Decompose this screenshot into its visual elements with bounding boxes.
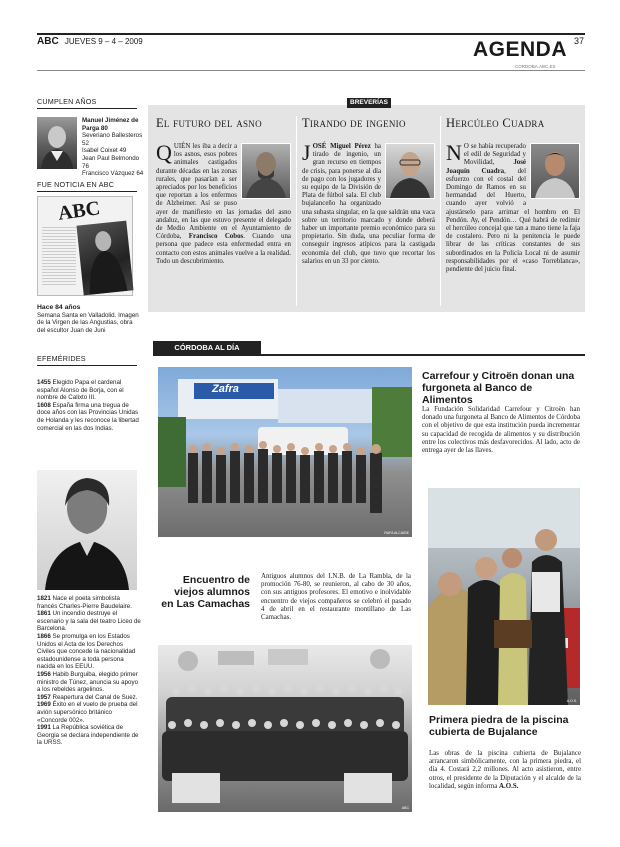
ephemeris-year: 1969 — [37, 701, 51, 709]
brief-name: OSÉ Miguel Pérez — [312, 143, 371, 150]
breverias-separator — [296, 116, 297, 306]
story-source: A.O.S. — [499, 782, 519, 790]
ephemeris-item — [37, 633, 141, 671]
brief-text: UIÉN les iba a decir a los asnos, esos pobres animales castigados durante décadas en las zonas rurales, que pasarían a ser apreciados por los beneficios que reportan a los enfermos de Alzheimer. Así se puso ayer de manifiesto en las jornadas del asno andaluz, en las que estuvo presente el delegado de Medio Ambiente en el Ayuntamiento de Córdoba, — [156, 143, 291, 241]
ephemeris-year: 1455 — [37, 379, 51, 386]
ephemerides-list-b — [37, 595, 141, 747]
ephemeris-text: España firma una tregua de doce años con las Provincias Unidas de Holanda y les reconoce la libertad comercial en las dos Indias. — [37, 401, 139, 432]
portrait-icon — [37, 470, 137, 590]
birthday-name: Manuel Jiménez de Parga 80 — [82, 117, 139, 132]
section-title: AGENDA — [473, 38, 568, 61]
news-age: Hace 84 años — [37, 304, 81, 311]
dropcap: N — [446, 140, 462, 165]
ephemeris-year: 1991 — [37, 724, 51, 732]
vintage-abc-cover — [37, 196, 133, 296]
ceremony-photo-icon — [428, 488, 580, 705]
brief-title: El futuro del asno — [156, 116, 262, 130]
bujalance-headline: Primera piedra de la piscina cubierta de Bujalance — [429, 714, 569, 738]
ephemeris-year: 1608 — [37, 401, 51, 409]
alumni-group-photo — [158, 645, 412, 812]
carrefour-headline: Carrefour y Citroën donan una furgoneta al Banco de Alimentos — [422, 370, 575, 406]
bujalance-photo — [428, 488, 580, 705]
breverias-item — [156, 116, 291, 266]
ephemeris-year: 1957 — [37, 693, 51, 701]
ephemerides-heading: EFEMÉRIDES — [37, 354, 86, 363]
dropcap: J — [302, 140, 311, 165]
ephemeris-item — [37, 671, 141, 694]
cordoba-rule — [153, 354, 585, 356]
ephemeris-item — [37, 610, 141, 633]
ephemeris-year: 1956 — [37, 670, 51, 678]
ephemeris-text: Habib Burguiba, elegido primer ministro de Túnez, anuncia su apoyo a los rebeldes argelinos. — [37, 670, 139, 694]
alumni-body: Antiguos alumnos del I.N.B. de La Rambla, de la promoción 76-80, se reunieron, al cabo de 30 años, con sus antiguos profesores. El emotivo e inolvidable encuentro de viejos compañeros se celebró el pasado 4 de abril en el restaurante montillano de Las Camachas. — [261, 573, 411, 622]
group-photo-icon — [158, 645, 412, 812]
ephemeris-text: Elegido Papa el cardenal español Alonso de Borja, con el nombre de Calixto III. — [37, 379, 124, 402]
brief-photo — [530, 143, 580, 199]
brief-photo — [385, 143, 435, 199]
ephemeris-item — [37, 595, 141, 610]
breverias-separator — [440, 116, 441, 306]
person-silhouette-icon — [37, 117, 77, 169]
news-caption — [37, 304, 141, 334]
birthday-name: Jean Paul Belmondo 76 — [82, 154, 140, 170]
ephemeris-text: Reapertura del Canal de Suez. — [52, 693, 138, 701]
ephemeris-item — [37, 694, 141, 702]
header-bottom-rule — [37, 70, 585, 71]
store-sign: Zafra — [212, 383, 239, 395]
photo-credit: RAFA ALCAIDE — [384, 531, 409, 535]
ephemeris-item — [37, 724, 141, 747]
header-top-rule — [37, 33, 585, 35]
brief-name: José Joaquín Cuadra — [446, 159, 526, 175]
ephemeris-item — [37, 379, 141, 402]
brief-title: Tirando de ingenio — [302, 116, 406, 130]
ephemerides-list-a — [37, 379, 141, 432]
breverias-item — [446, 116, 580, 274]
ephemeris-text: La República soviética de Georgia se declara independiente de la URSS. — [37, 724, 139, 747]
ephemeris-year: 1866 — [37, 632, 51, 640]
carrefour-photo — [158, 367, 412, 537]
birthdays-heading: CUMPLEN AÑOS — [37, 97, 97, 106]
section-logo: ABC — [37, 36, 59, 47]
news-heading: FUE NOTICIA EN ABC — [37, 180, 115, 189]
ephemeris-text: Un incendio destruye el escenario y la sala del teatro Liceo de Barcelona. — [37, 610, 141, 633]
group-photo-icon — [158, 367, 412, 537]
issue-date: JUEVES 9 – 4 – 2009 — [64, 37, 143, 46]
header-dateline — [37, 36, 143, 47]
photo-credit: A.O.S. — [566, 699, 577, 703]
person-photo-icon — [386, 144, 434, 198]
ephemeris-item — [37, 402, 141, 432]
photo-credit: ABC — [401, 806, 409, 810]
brief-title: Hercúleo Cuadra — [446, 116, 545, 130]
figure-icon — [76, 221, 133, 296]
bujalance-body — [429, 750, 581, 791]
brief-body — [302, 140, 435, 266]
birthday-name: Francisco Vázquez 64 — [82, 170, 144, 178]
ephemeris-year: 1861 — [37, 610, 51, 618]
baudelaire-portrait — [37, 470, 137, 590]
birthday-list — [82, 117, 144, 178]
person-photo-icon — [531, 144, 579, 198]
virgin-image-photo — [76, 221, 133, 296]
abc-cover-logo: ABC — [56, 197, 102, 225]
brief-photo — [241, 143, 291, 199]
brief-text: ha tirado de ingenio, un gran recurso en tiempos de crisis, para ponerse al día de pago con los jugadores y su equipo de la División de Plata de fútbol sala. El club bujalanceño ha organizado una subasta singular, en la que saldrán una vaca sobre un territorio marcado y donde deberá haber un importante premio económico para su propietario. Sin duda, una peculiar forma de conseguir ingresos atípicos para la castigada economía del club, que tuvo que recortar los salarios en un 33 por ciento. — [302, 143, 435, 265]
birthday-name: Isabel Coixet 49 — [82, 147, 127, 155]
dropcap: Q — [156, 140, 172, 165]
story-text: Las obras de la piscina cubierta de Bujalance arrancaron simbólicamente, con la primera piedra, el día 4. Costará 2,2 millones. Al acto asistieron, entre otros, el presidente de la Diputación y el alcalde de la localidad, según informa — [429, 750, 581, 790]
breverias-item — [302, 116, 435, 266]
ephemeris-item — [37, 701, 141, 724]
person-photo-icon — [242, 144, 290, 198]
cordoba-al-dia-tag: CÓRDOBA AL DÍA — [153, 341, 261, 354]
news-rule — [37, 191, 137, 192]
brief-body — [446, 140, 580, 274]
birthday-name: Severiano Ballesteros 52 — [82, 132, 143, 147]
ephemeris-text: Nace el poeta simbolista francés Charles-Pierre Baudelaire. — [37, 595, 132, 610]
ephemeris-year: 1821 — [37, 595, 51, 602]
cover-text-lines — [42, 227, 76, 287]
alumni-headline: Encuentro de viejos alumnos en Las Camachas — [161, 574, 250, 610]
brief-text: , del esfuerzo con el costal del Domingo de Ramos en su hermandad del Huerto, cuando ayer volvió a ajustárselo para arrimar el hombro en El Pendón. Ay, el Pendón… Qué habrá de redimir el hercúleo concejal que tan a mano tiene la faja de costalero. Pero ni la penitencia le puede librar de las críticas constantes de sus subordinados en la Policía Local ni de asumir responsabilidades por el «caso Torreblanca», pendiente del juicio final. — [446, 167, 580, 274]
ephemerides-rule — [37, 365, 137, 366]
brief-body — [156, 140, 291, 266]
brief-text: O se había recuperado el edil de Seguridad y Movilidad, — [463, 143, 526, 167]
section-url: CORDOBA.ABC.ES — [515, 64, 556, 69]
breverias-tag: BREVERÍAS — [347, 98, 391, 108]
birthday-portrait — [37, 117, 77, 169]
news-text: Semana Santa en Valladolid. Imagen de la Virgen de las Angustias, obra del escultor Juan de Juni — [37, 311, 139, 334]
ephemeris-text: Éxito en el vuelo de prueba del avión supersónico británico «Concorde 002». — [37, 701, 138, 724]
brief-text: . Cuando una persona que padece esta enfermedad entra en contacto con estos animales vuelve a la realidad. Todo un descubrimiento. — [156, 233, 291, 265]
birthdays-rule — [37, 108, 137, 109]
page-number: 37 — [574, 36, 585, 46]
brief-name: Francisco Cobos — [188, 233, 244, 241]
ephemeris-text: Se promulga en los Estados Unidos el Acta de los Derechos Civiles que concede la nacionalidad estadounidense a toda persona nacida en los EEUU. — [37, 632, 136, 671]
carrefour-body: La Fundación Solidaridad Carrefour y Citroën han donado una furgoneta al Banco de Alimentos de Córdoba con el objetivo de que esta institución pueda incrementar su capacidad de recogida de alimentos y su distribución entre los colectivos más desfavorecidos. Al lado, acto de entrega ayer de las llaves. — [422, 406, 580, 455]
